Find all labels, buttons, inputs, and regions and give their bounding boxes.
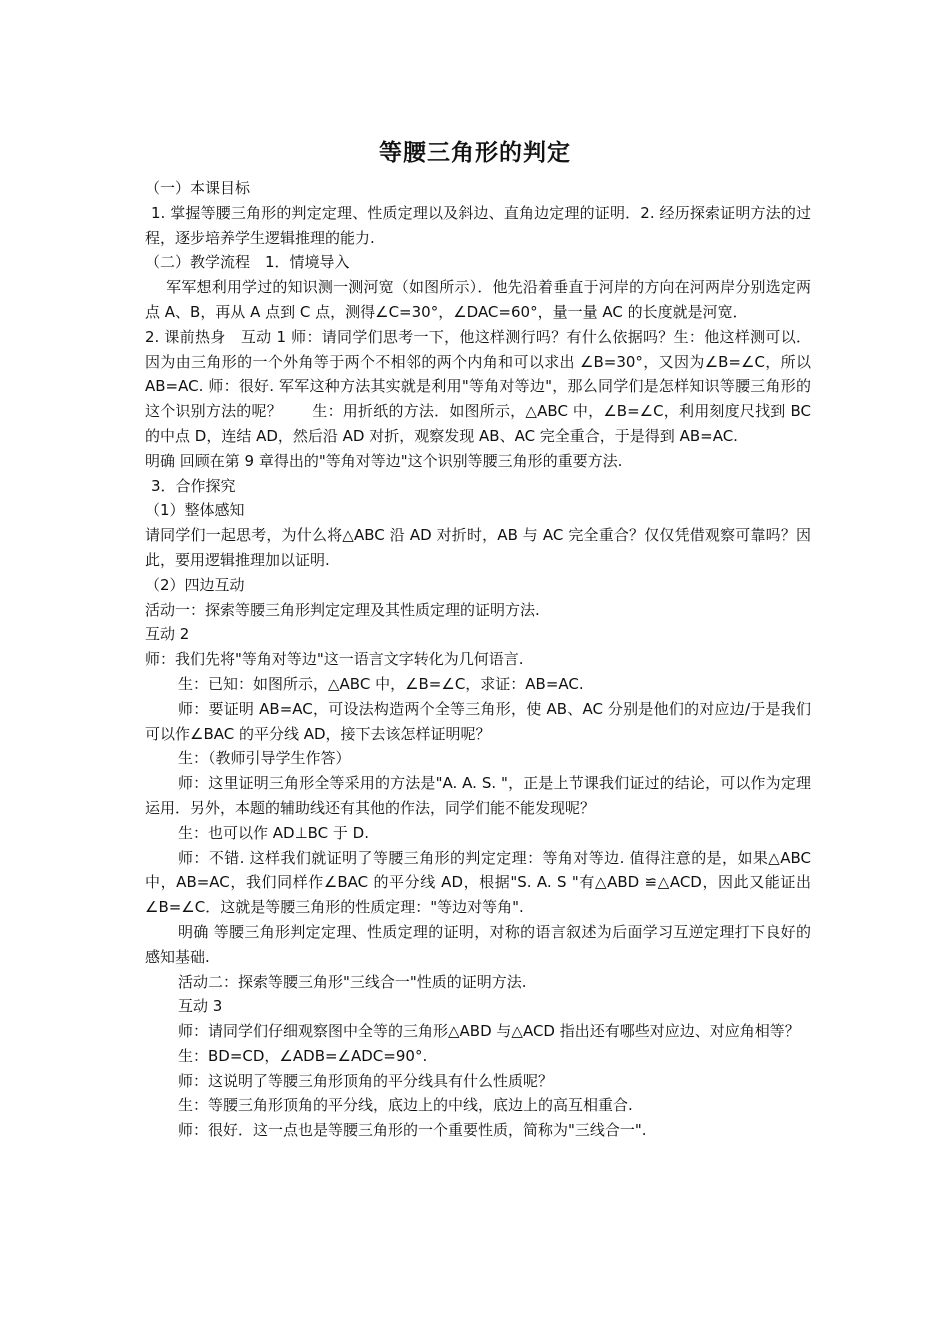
paragraph: 生：也可以作 AD⊥BC 于 D. <box>178 823 370 842</box>
paragraph: 生：（教师引导学生作答） <box>178 749 351 768</box>
paragraph: 师：要证明 AB=AC，可设法构造两个全等三角形，使 AB、AC 分别是他们的对应边/于是我们可以作∠BAC 的平分线 AD，接下去该怎样证明呢？ <box>145 699 811 743</box>
paragraph: 师：这说明了等腰三角形顶角的平分线具有什么性质呢？ <box>178 1071 554 1090</box>
paragraph: 请同学们一起思考，为什么将△ABC 沿 AD 对折时，AB 与 AC 完全重合？仅仅凭借观察可靠吗？因此，要用逻辑推理加以证明. <box>145 526 811 569</box>
paragraph: 互动 3 <box>178 997 223 1016</box>
paragraph: 师：我们先将"等角对等边"这一语言文字转化为几何语言. <box>145 650 524 669</box>
paragraph: （1）整体感知 <box>145 501 245 520</box>
document-body <box>145 176 811 1143</box>
paragraph: 3．合作探究 <box>151 476 236 495</box>
paragraph: 生：等腰三角形顶角的平分线，底边上的中线，底边上的高互相重合. <box>178 1096 633 1115</box>
paragraph: 互动 2 <box>145 625 190 644</box>
paragraph: 生：BD=CD，∠ADB=∠ADC=90°. <box>178 1046 428 1065</box>
paragraph: 明确 等腰三角形判定定理、性质定理的证明，对称的语言叙述为后面学习互逆定理打下良好的感知基础. <box>145 922 811 966</box>
paragraph: 1. 掌握等腰三角形的判定定理、性质定理以及斜边、直角边定理的证明．2. 经历探索证明方法的过程，逐步培养学生逻辑推理的能力. <box>145 203 811 247</box>
paragraph: 活动二：探索等腰三角形"三线合一"性质的证明方法. <box>178 972 527 991</box>
paragraph: 明确 回顾在第 9 章得出的"等角对等边"这个识别等腰三角形的重要方法. <box>145 451 623 470</box>
paragraph: （一）本课目标 <box>145 179 251 197</box>
paragraph: 师：请同学们仔细观察图中全等的三角形△ABD 与△ACD 指出还有哪些对应边、对应角相等？ <box>178 1022 800 1041</box>
paragraph: （二）教学流程 1．情境导入 <box>145 253 350 272</box>
paragraph: 活动一：探索等腰三角形判定定理及其性质定理的证明方法. <box>145 600 540 619</box>
paragraph: 生：已知：如图所示，△ABC 中，∠B=∠C，求证：AB=AC. <box>178 674 584 693</box>
paragraph: 师：不错. 这样我们就证明了等腰三角形的判定定理：等角对等边. 值得注意的是，如果△ABC 中，AB=AC，我们同样作∠BAC 的平分线 AD，根据"S. A. S "有△ABD ≌△ACD，因此又能证出∠B=∠C．这就是等腰三角形的性质定理："等边对等角". <box>145 848 811 917</box>
paragraph: 师：很好．这一点也是等腰三角形的一个重要性质，简称为"三线合一". <box>178 1121 647 1140</box>
paragraph: 师：这里证明三角形全等采用的方法是"A. A. S. "，正是上节课我们证过的结论，可以作为定理运用．另外，本题的辅助线还有其他的作法，同学们能不能发现呢？ <box>145 774 811 817</box>
paragraph: 2. 课前热身 互动 1 师：请同学们思考一下，他这样测行吗？有什么依据吗？生：他这样测可以．因为由三角形的一个外角等于两个不相邻的两个内角和可以求出 ∠B=30°，又因为∠B=∠C，所以 AB=AC. 师：很好. 军军这种方法其实就是利用"等角对等边"，那么同学们是怎样知识等腰三角形的这个识别方法的呢？ 生：用折纸的方法．如图所示，△ABC 中，∠B=∠C，利用刻度尺找到 BC 的中点 D，连结 AD，然后沿 AD 对折，观察发现 AB、AC 完全重合，于是得到 AB=AC. <box>145 327 811 445</box>
paragraph: 军军想利用学过的知识测一测河宽（如图所示）．他先沿着垂直于河岸的方向在河两岸分别选定两点 A、B，再从 A 点到 C 点，测得∠C=30°，∠DAC=60°，量一量 AC 的长度就是河宽． <box>145 278 811 321</box>
paragraph: （2）四边互动 <box>145 575 245 594</box>
page-title: 等腰三角形的判定 <box>379 140 571 166</box>
